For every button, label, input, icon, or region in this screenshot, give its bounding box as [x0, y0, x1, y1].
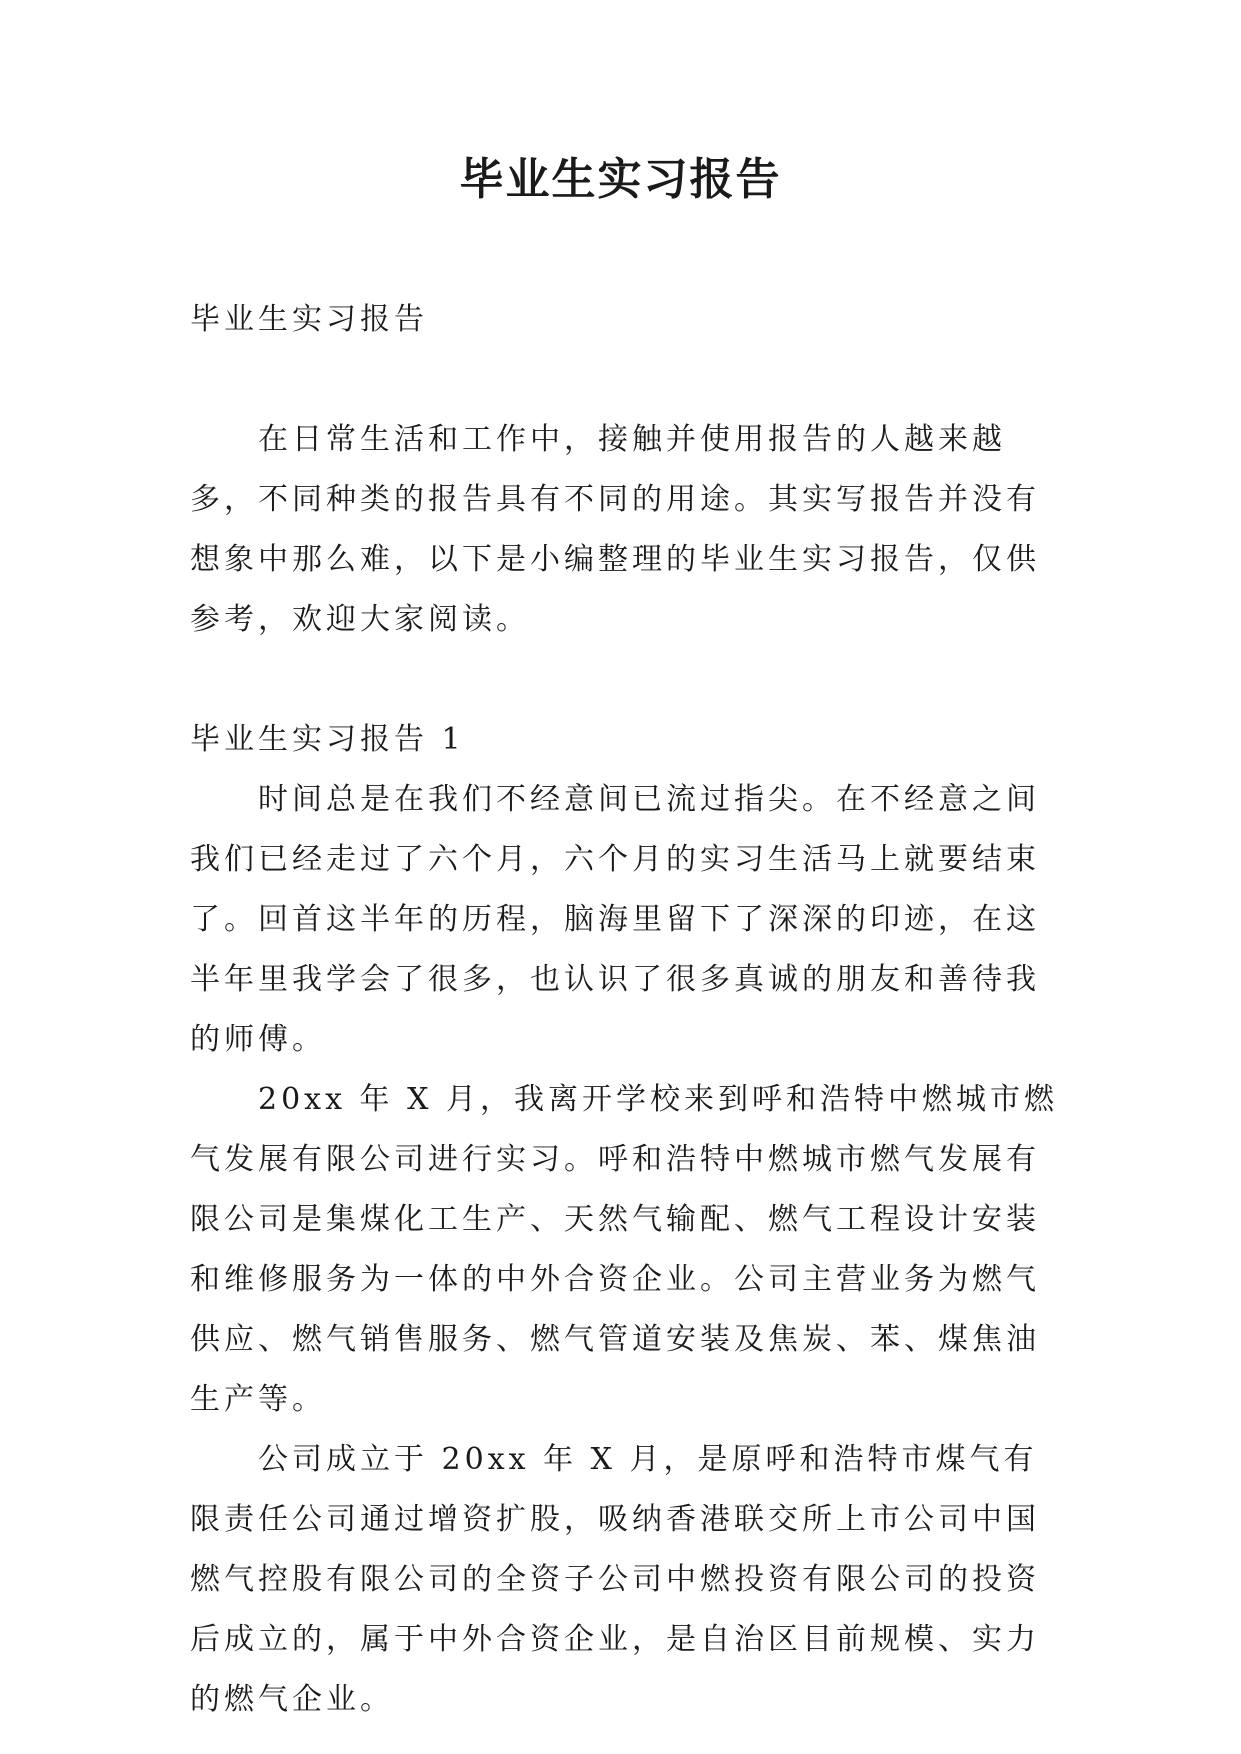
document-subtitle: 毕业生实习报告 [190, 302, 428, 337]
body-paragraph-1: 时间总是在我们不经意间已流过指尖。在不经意之间我们已经走过了六个月，六个月的实习生活马上就要结束了。回首这半年的历程，脑海里留下了深深的印迹，在这半年里我学会了很多，也认识了很多真诚的朋友和善待我的师傅。 [190, 782, 1040, 1057]
document-title: 毕业生实习报告 [459, 154, 782, 205]
body-paragraph-2: 20xx 年 X 月，我离开学校来到呼和浩特中燃城市燃气发展有限公司进行实习。呼和浩特中燃城市燃气发展有限公司是集煤化工生产、天然气输配、燃气工程设计安装和维修服务为一体的中外合资企业。公司主营业务为燃气供应、燃气销售服务、燃气管道安装及焦炭、苯、煤焦油生产等。 [190, 1082, 1058, 1417]
body-paragraph-3: 公司成立于 20xx 年 X 月，是原呼和浩特市煤气有限责任公司通过增资扩股，吸纳香港联交所上市公司中国燃气控股有限公司的全资子公司中燃投资有限公司的投资后成立的，属于中外合资企业，是自治区目前规模、实力的燃气企业。 [190, 1442, 1040, 1717]
section-heading: 毕业生实习报告 1 [190, 722, 465, 757]
intro-paragraph: 在日常生活和工作中，接触并使用报告的人越来越多，不同种类的报告具有不同的用途。其实写报告并没有想象中那么难，以下是小编整理的毕业生实习报告，仅供参考，欢迎大家阅读。 [190, 422, 1040, 637]
document-body [190, 290, 1070, 1730]
